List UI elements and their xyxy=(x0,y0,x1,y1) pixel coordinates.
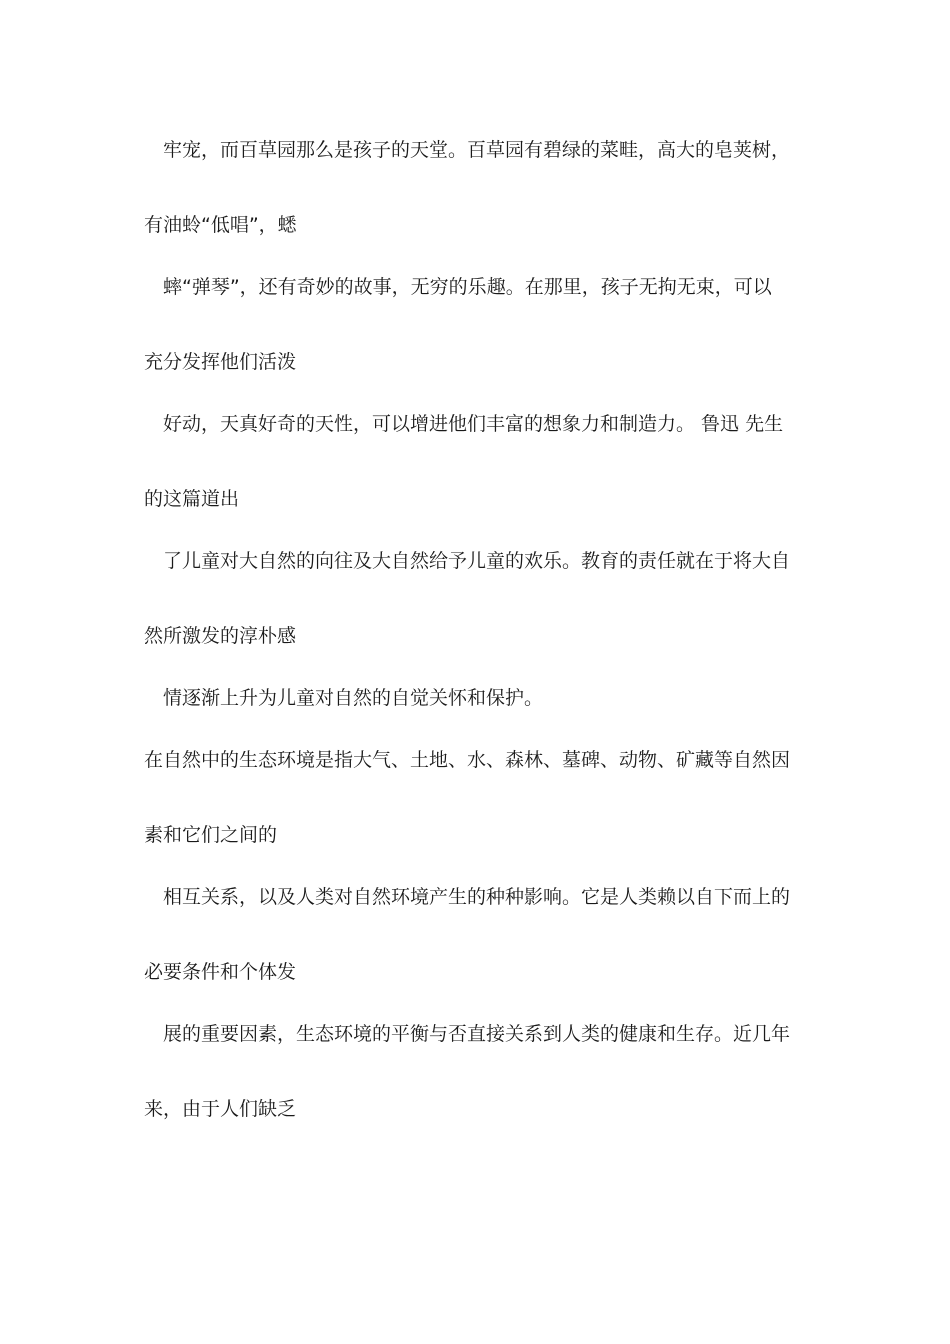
text-line: 的这篇道出 xyxy=(144,488,240,510)
text-line: 相互关系，以及人类对自然环境产生的种种影响。它是人类赖以自下而上的 xyxy=(163,886,791,908)
text-line: 然所激发的淳朴感 xyxy=(144,625,297,647)
text-line: 素和它们之间的 xyxy=(144,824,278,846)
text-line: 展的重要因素，生态环境的平衡与否直接关系到人类的健康和生存。近几年 xyxy=(163,1023,791,1045)
text-line: 有油蛉“低唱”，蟋 xyxy=(144,214,297,236)
text-line: 了儿童对大自然的向往及大自然给予儿童的欢乐。教育的责任就在于将大自 xyxy=(163,550,791,572)
text-line: 情逐渐上升为儿童对自然的自觉关怀和保护。 xyxy=(163,687,544,709)
text-line: 蟀“弹琴”，还有奇妙的故事，无穷的乐趣。在那里，孩子无拘无束，可以 xyxy=(163,276,772,298)
text-line: 来，由于人们缺乏 xyxy=(144,1098,297,1120)
text-line: 充分发挥他们活泼 xyxy=(144,351,297,373)
text-line: 牢宠，而百草园那么是孩子的天堂。百草园有碧绿的菜畦，高大的皂荚树， xyxy=(163,139,791,161)
text-line: 在自然中的生态环境是指大气、土地、水、森林、墓碑、动物、矿藏等自然因 xyxy=(144,749,791,771)
text-line: 必要条件和个体发 xyxy=(144,961,297,983)
text-line: 好动，天真好奇的天性，可以增进他们丰富的想象力和制造力。 鲁迅 先生 xyxy=(163,413,784,435)
